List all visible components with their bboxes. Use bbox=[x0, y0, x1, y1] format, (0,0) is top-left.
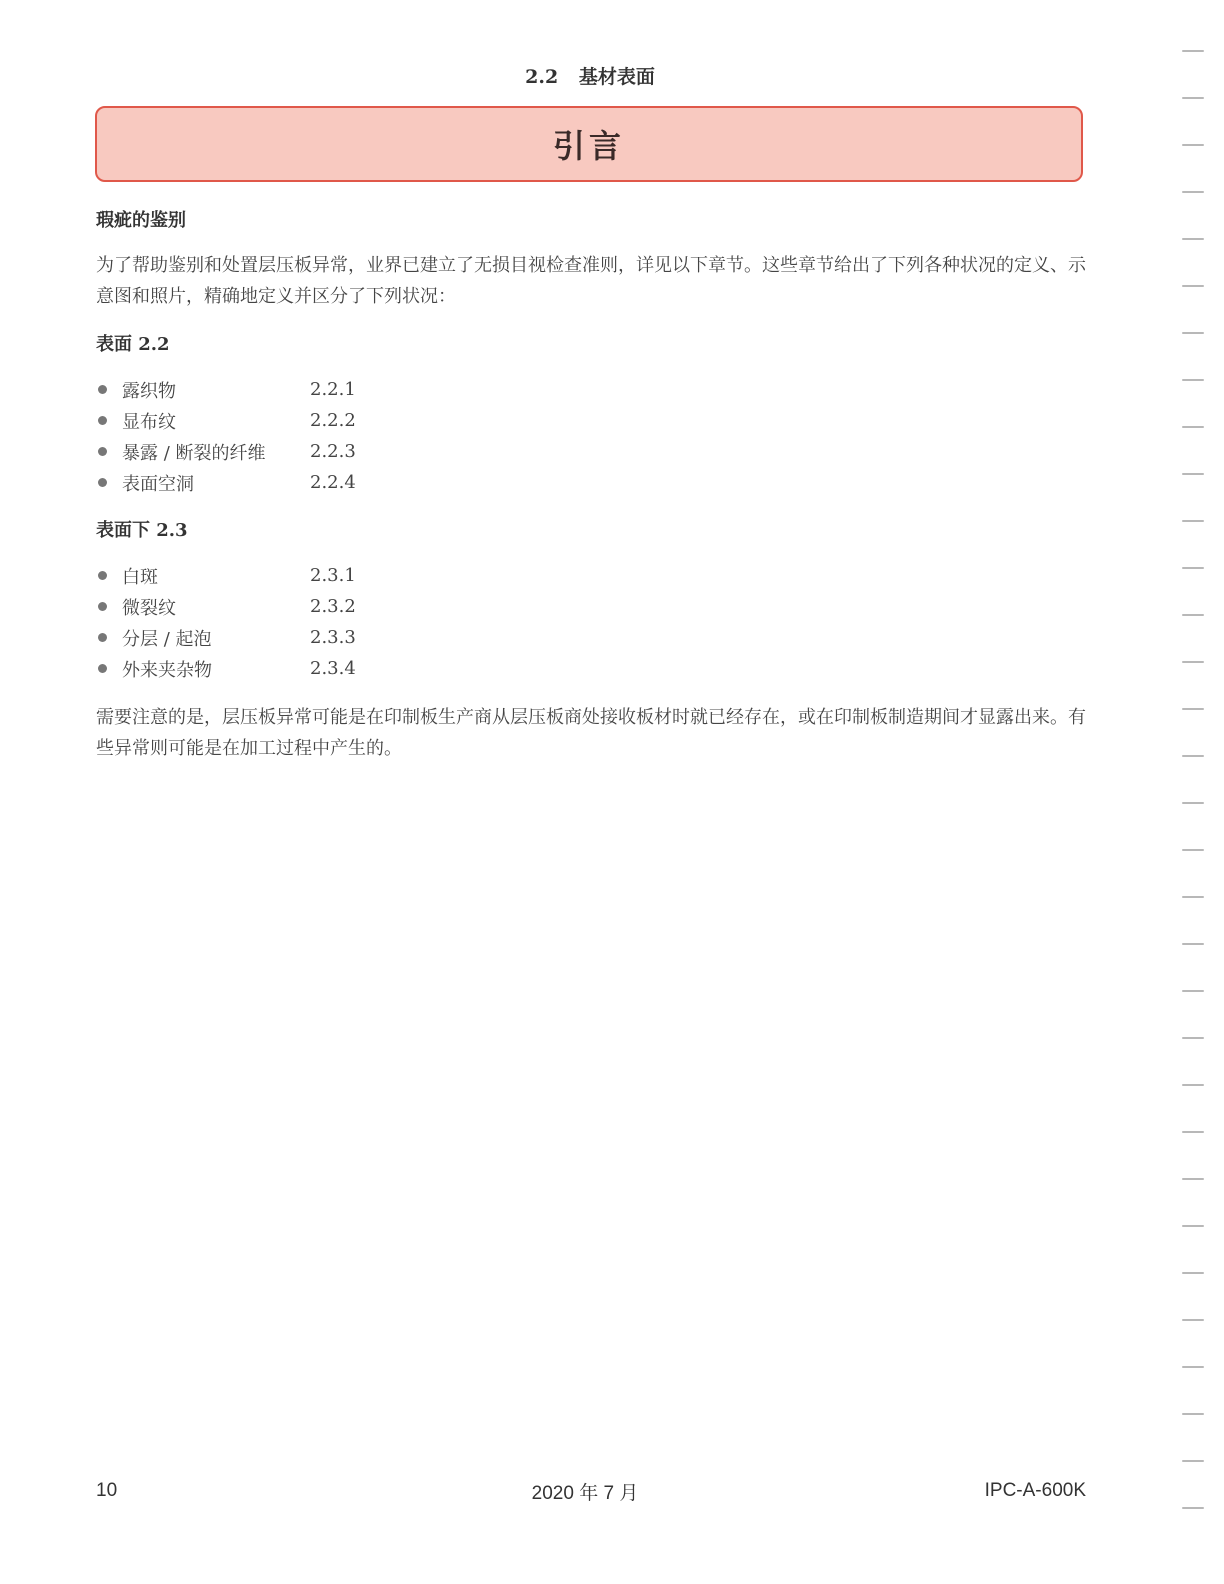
item-ref: 2.3.1 bbox=[310, 565, 356, 586]
bullet-icon bbox=[98, 602, 107, 611]
document-id: IPC-A-600K bbox=[984, 1480, 1086, 1501]
page-content bbox=[96, 206, 1090, 782]
intro-banner bbox=[95, 106, 1083, 182]
subsurface-condition-list bbox=[96, 560, 1090, 684]
binding-tick bbox=[1182, 1366, 1204, 1368]
item-ref: 2.2.2 bbox=[310, 410, 356, 431]
binding-tick bbox=[1182, 238, 1204, 240]
list-item bbox=[96, 622, 1090, 653]
bullet-icon bbox=[98, 633, 107, 642]
subsurface-group-title: 表面下 2.3 bbox=[96, 520, 188, 541]
binding-tick bbox=[1182, 191, 1204, 193]
binding-holes-decoration bbox=[1174, 50, 1204, 1550]
list-item bbox=[96, 436, 1090, 467]
item-ref: 2.2.1 bbox=[310, 379, 356, 400]
section-number: 2.2 bbox=[525, 66, 559, 88]
list-item bbox=[96, 374, 1090, 405]
item-label: 分层 / 起泡 bbox=[122, 628, 212, 650]
item-ref: 2.3.2 bbox=[310, 596, 356, 617]
item-label: 显布纹 bbox=[122, 411, 176, 433]
bullet-icon bbox=[98, 664, 107, 673]
binding-tick bbox=[1182, 990, 1204, 992]
binding-tick bbox=[1182, 520, 1204, 522]
running-header bbox=[0, 62, 1180, 89]
binding-tick bbox=[1182, 567, 1204, 569]
note-paragraph: 需要注意的是，层压板异常可能是在印制板生产商从层压板商处接收板材时就已经存在，或在印制板制造期间才显露出来。有些异常则可能是在加工过程中产生的。 bbox=[96, 707, 1086, 759]
binding-tick bbox=[1182, 708, 1204, 710]
binding-tick bbox=[1182, 1413, 1204, 1415]
list-item bbox=[96, 653, 1090, 684]
publication-date: 2020 年 7 月 bbox=[531, 1483, 639, 1504]
binding-tick bbox=[1182, 1084, 1204, 1086]
binding-tick bbox=[1182, 1507, 1204, 1509]
item-label: 白斑 bbox=[122, 566, 158, 588]
item-label: 微裂纹 bbox=[122, 597, 176, 619]
list-item bbox=[96, 591, 1090, 622]
page-number: 10 bbox=[96, 1480, 118, 1501]
bullet-icon bbox=[98, 447, 107, 456]
binding-tick bbox=[1182, 755, 1204, 757]
intro-paragraph: 为了帮助鉴别和处置层压板异常，业界已建立了无损目视检查准则，详见以下章节。这些章节给出了下列各种状况的定义、示意图和照片，精确地定义并区分了下列状况： bbox=[96, 255, 1086, 307]
banner-title: 引言 bbox=[552, 127, 625, 165]
binding-tick bbox=[1182, 1037, 1204, 1039]
item-label: 露织物 bbox=[122, 380, 176, 402]
binding-tick bbox=[1182, 1178, 1204, 1180]
item-ref: 2.2.4 bbox=[310, 472, 356, 493]
item-label: 外来夹杂物 bbox=[122, 659, 212, 681]
section-title: 基材表面 bbox=[578, 66, 655, 88]
item-label: 表面空洞 bbox=[122, 473, 194, 495]
binding-tick bbox=[1182, 97, 1204, 99]
bullet-icon bbox=[98, 571, 107, 580]
item-ref: 2.3.4 bbox=[310, 658, 356, 679]
binding-tick bbox=[1182, 473, 1204, 475]
binding-tick bbox=[1182, 1131, 1204, 1133]
binding-tick bbox=[1182, 802, 1204, 804]
defect-identification-heading: 瑕疵的鉴别 bbox=[96, 210, 186, 231]
list-item bbox=[96, 560, 1090, 591]
binding-tick bbox=[1182, 1460, 1204, 1462]
binding-tick bbox=[1182, 1225, 1204, 1227]
binding-tick bbox=[1182, 1272, 1204, 1274]
binding-tick bbox=[1182, 1319, 1204, 1321]
surface-condition-list bbox=[96, 374, 1090, 498]
binding-tick bbox=[1182, 849, 1204, 851]
binding-tick bbox=[1182, 144, 1204, 146]
binding-tick bbox=[1182, 943, 1204, 945]
bullet-icon bbox=[98, 416, 107, 425]
binding-tick bbox=[1182, 661, 1204, 663]
binding-tick bbox=[1182, 332, 1204, 334]
item-ref: 2.3.3 bbox=[310, 627, 356, 648]
item-label: 暴露 / 断裂的纤维 bbox=[122, 442, 266, 464]
bullet-icon bbox=[98, 478, 107, 487]
binding-tick bbox=[1182, 50, 1204, 52]
list-item bbox=[96, 405, 1090, 436]
bullet-icon bbox=[98, 385, 107, 394]
list-item bbox=[96, 467, 1090, 498]
binding-tick bbox=[1182, 285, 1204, 287]
surface-group-title: 表面 2.2 bbox=[96, 334, 170, 355]
binding-tick bbox=[1182, 379, 1204, 381]
binding-tick bbox=[1182, 426, 1204, 428]
binding-tick bbox=[1182, 896, 1204, 898]
binding-tick bbox=[1182, 614, 1204, 616]
item-ref: 2.2.3 bbox=[310, 441, 356, 462]
